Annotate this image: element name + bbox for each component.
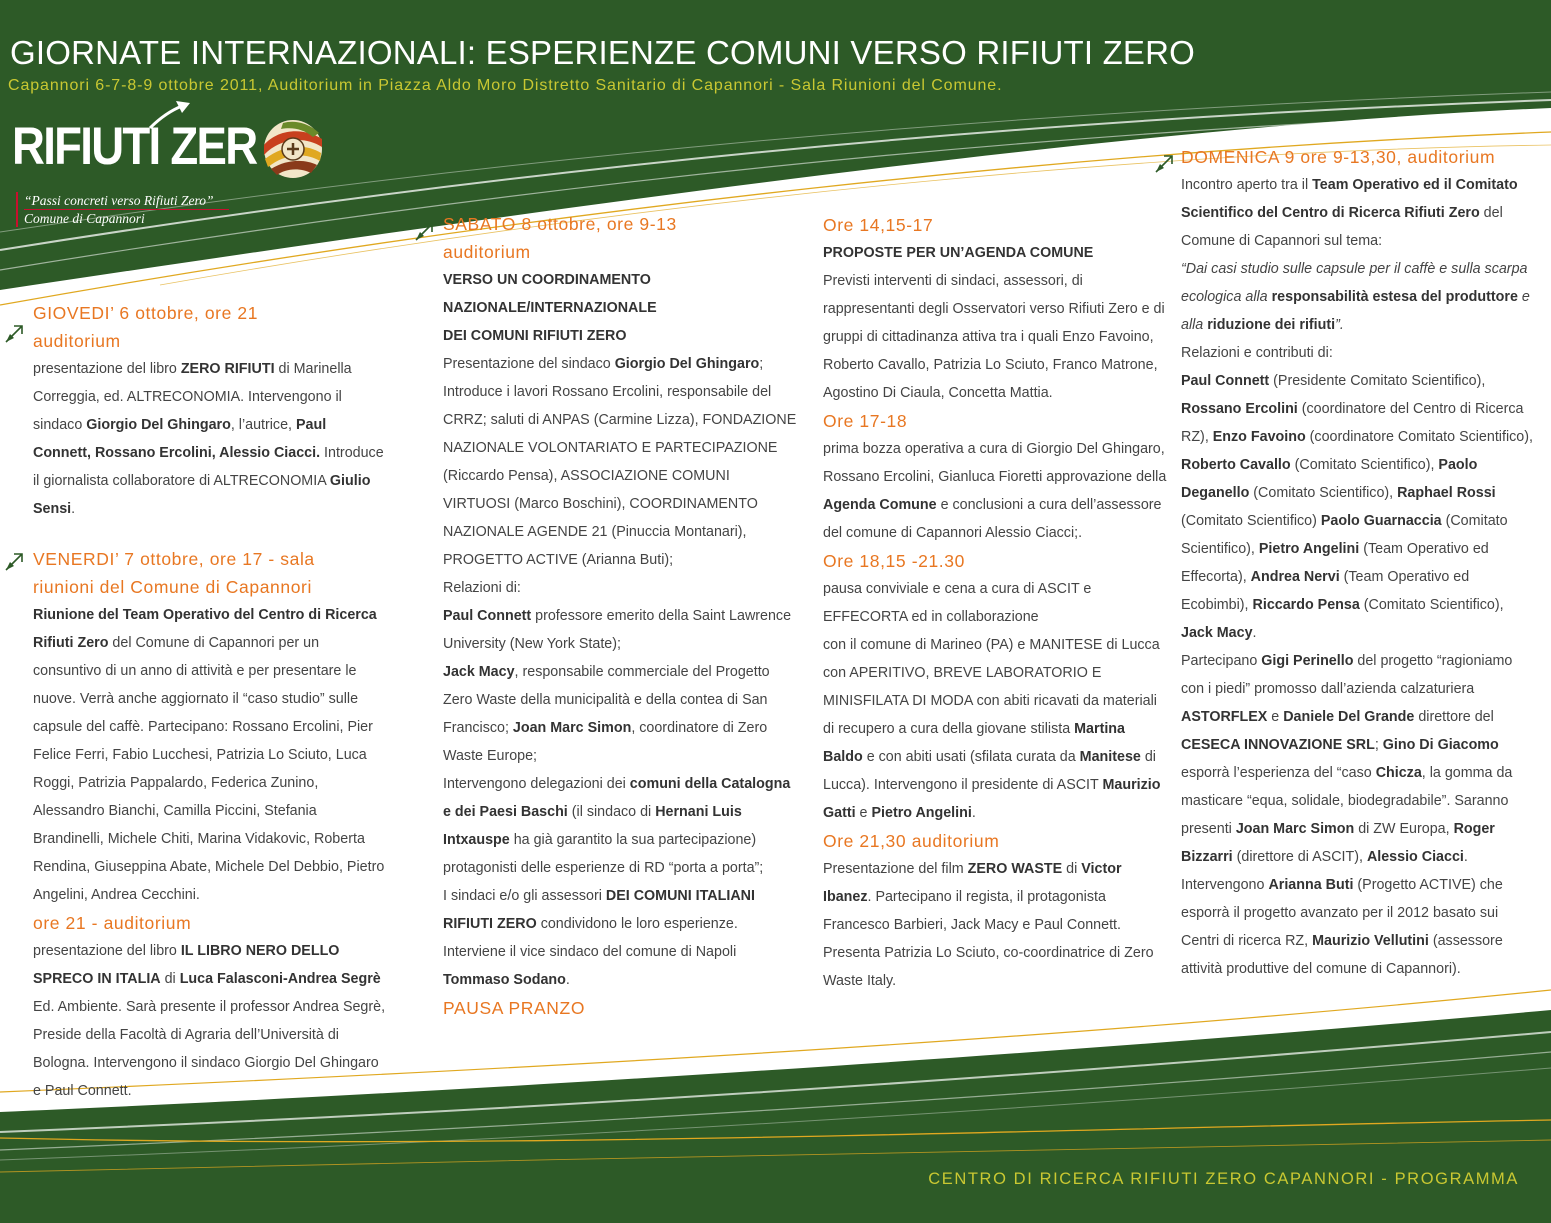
- ore-2130-text: [823, 855, 1168, 995]
- sabato-title-1: VERSO UN COORDINAMENTO: [443, 272, 651, 288]
- text-run: (coordinatore del Centro di Ricerca RZ),: [1181, 401, 1524, 445]
- text-run: Enzo Favoino: [1212, 429, 1306, 445]
- text-run: DEI COMUNI ITALIANI RIFIUTI ZERO: [443, 888, 755, 932]
- text-run: Intervengono delegazioni dei: [443, 776, 630, 792]
- column-saturday-morning: [443, 210, 801, 1022]
- text-run: (Comitato Scientifico),: [1249, 485, 1398, 501]
- text-run: Partecipano: [1181, 653, 1262, 669]
- text-run: Giulio Sensi: [33, 473, 371, 517]
- text-run: Martina Baldo: [823, 721, 1125, 765]
- column-sunday: [1181, 143, 1533, 983]
- text-run: del Comune di Capannori per un consuntivo di un anno di attività e per presentare le nuove. Verrà anche aggiornato il “caso studio” sulle capsule del caffè. Partecipano: Rossano Ercolini, Pier Felice Ferri, Fabio Lucchesi, Patrizia Lo Sciuto, Luca Roggi, Patrizia Pappalardo, Federica Zunino, Alessandro Bianchi, Camilla Piccini, Stefania Brandinelli, Michele Chiti, Marina Vidakovic, Roberta Rendina, Giuseppina Abate, Michele Del Debbio, Pietro Angelini, Andrea Cecchini.: [33, 635, 385, 903]
- text-run: Chicza: [1375, 765, 1422, 781]
- domenica-text: [1181, 171, 1533, 983]
- text-run: e conclusioni a cura dell’assessore del comune di Capannori Alessio Ciacci;.: [823, 497, 1162, 541]
- text-run: responsabilità estesa del produttore: [1271, 289, 1518, 305]
- text-run: Joan Marc Simon: [512, 720, 632, 736]
- ore-1815-heading: Ore 18,15 -21.30: [823, 551, 965, 571]
- text-run: Luca Falasconi-Andrea Segrè: [179, 971, 381, 987]
- text-run: e con abiti usati (sfilata curata da: [862, 749, 1080, 765]
- text-run: Riccardo Pensa: [1252, 597, 1360, 613]
- text-run: pausa conviviale e cena a cura di ASCIT e EFFECORTA ed in collaborazione: [823, 581, 1092, 625]
- text-run: Hernani Luis Intxauspe: [443, 804, 742, 848]
- text-run: (Team Operativo ed Ecobimbi),: [1181, 569, 1470, 613]
- text-run: presentazione del libro: [33, 943, 181, 959]
- text-run: e: [1267, 709, 1284, 725]
- text-run: Roberto Cavallo: [1181, 457, 1291, 473]
- sabato-arrow-icon: [414, 220, 436, 242]
- text-run: Intervengono: [1181, 877, 1269, 893]
- text-run: Previsti interventi di sindaci, assessori, di rappresentanti degli Osservatori verso Rifiuti Zero e di gruppi di cittadinanza attiva tra i quali Enzo Favoino, Roberto Cavallo, Patrizia Lo Sciuto, Franco Matrone, Agostino Di Ciaula, Concetta Mattia.: [823, 273, 1165, 401]
- text-run: Jack Macy: [1181, 625, 1253, 641]
- text-run: (Presidente Comitato Scientifico),: [1269, 373, 1486, 389]
- text-run: .: [1252, 625, 1257, 641]
- text-run: Riunione del Team Operativo del Centro di Ricerca Rifiuti Zero: [33, 607, 377, 651]
- footer-label: CENTRO DI RICERCA RIFIUTI ZERO CAPANNORI - PROGRAMMA: [928, 1170, 1519, 1188]
- tagline-line-2: Comune di Capannori: [24, 211, 145, 226]
- text-run: condividono le loro esperienze. Interviene il vice sindaco del comune di Napoli: [443, 916, 738, 960]
- venerdi-heading-1: VENERDI’ 7 ottobre, ore 17 - sala: [33, 549, 315, 569]
- text-run: (direttore di ASCIT),: [1232, 849, 1367, 865]
- text-run: (Comitato Scientifico),: [1359, 597, 1504, 613]
- text-run: Relazioni e contributi di:: [1181, 345, 1333, 361]
- ore-2130-heading: Ore 21,30 auditorium: [823, 831, 1000, 851]
- domenica-arrow-icon: [1154, 152, 1176, 174]
- text-run: Paul Connett, Rossano Ercolini, Alessio Ciacci.: [33, 417, 327, 461]
- ore21-heading: ore 21 - auditorium: [33, 913, 192, 933]
- text-run: Rossano Ercolini: [1181, 401, 1298, 417]
- text-run: Paul Connett: [1181, 373, 1270, 389]
- text-run: (Progetto ACTIVE) che esporrà il progetto avanzato per il 2012 basato sui Centri di ricerca RZ,: [1181, 877, 1503, 949]
- ore21-text: [33, 937, 388, 1105]
- text-run: presentazione del libro: [33, 361, 181, 377]
- column-thursday-friday: [33, 299, 388, 1105]
- sabato-title-2: NAZIONALE/INTERNAZIONALE: [443, 300, 657, 316]
- text-run: Maurizio Gatti: [823, 777, 1161, 821]
- text-run: di Marinella Correggia, ed. ALTRECONOMIA. Intervengono il sindaco: [33, 361, 352, 433]
- text-run: Presentazione del film: [823, 861, 968, 877]
- text-run: professore emerito della Saint Lawrence University (New York State);: [443, 608, 792, 652]
- text-run: del progetto “ragioniamo con i piedi” promosso dall’azienda calzaturiera: [1181, 653, 1513, 697]
- text-run: Manitese: [1079, 749, 1141, 765]
- text-run: ZERO RIFIUTI: [180, 361, 275, 377]
- text-run: , la gomma da masticare “equa, solidale, biodegradabile”. Saranno presenti: [1181, 765, 1513, 837]
- text-run: Ed. Ambiente. Sarà presente il professor Andrea Segrè, Preside della Facoltà di Agraria dell’Università di Bologna. Intervengono il sindaco Giorgio Del Ghingaro e Paul Connett.: [33, 999, 386, 1099]
- text-run: (Comitato Scientifico): [1181, 513, 1321, 529]
- text-run: (Comitato Scientifico),: [1290, 457, 1439, 473]
- text-run: Roger Bizzarri: [1181, 821, 1495, 865]
- sabato-heading-2: auditorium: [443, 242, 531, 262]
- logo-circle-icon: [264, 120, 322, 178]
- text-run: esporrà l’esperienza del “caso: [1181, 765, 1376, 781]
- text-run: Agenda Comune: [823, 497, 937, 513]
- text-run: (il sindaco di: [567, 804, 656, 820]
- text-run: Pietro Angelini: [1258, 541, 1360, 557]
- venerdi-arrow-icon: [4, 550, 26, 572]
- ore-1815-text: [823, 575, 1168, 827]
- text-run: Introduce il giornalista collaboratore di ALTRECONOMIA: [33, 445, 384, 489]
- text-run: ;: [1374, 737, 1383, 753]
- ore-1718-text: [823, 435, 1168, 547]
- text-run: Paolo Deganello: [1181, 457, 1478, 501]
- text-run: Raphael Rossi: [1397, 485, 1496, 501]
- sabato-heading-1: SABATO 8 ottobre, ore 9-13: [443, 214, 677, 234]
- column-saturday-afternoon: [823, 211, 1168, 995]
- text-run: prima bozza operativa a cura di Giorgio Del Ghingaro, Rossano Ercolini, Gianluca Fioretti approvazione della: [823, 441, 1167, 485]
- text-run: di: [160, 971, 180, 987]
- pausa-pranzo-heading: PAUSA PRANZO: [443, 998, 586, 1018]
- text-run: Paolo Guarnaccia: [1320, 513, 1442, 529]
- text-run: ”.: [1335, 317, 1344, 333]
- text-run: CESECA INNOVAZIONE SRL: [1181, 737, 1375, 753]
- text-run: Alessio Ciacci: [1366, 849, 1464, 865]
- text-run: del Comune di Capannori sul tema:: [1181, 205, 1503, 249]
- text-run: Andrea Nervi: [1250, 569, 1340, 585]
- text-run: Team Operativo ed il Comitato Scientifico del Centro di Ricerca Rifiuti Zero: [1181, 177, 1518, 221]
- text-run: ha già garantito la sua partecipazione) protagonisti delle esperienze di RD “porta a porta”;: [443, 832, 764, 876]
- text-run: ASTORFLEX: [1181, 709, 1268, 725]
- text-run: ; Introduce i lavori Rossano Ercolini, responsabile del CRRZ; saluti di ANPAS (Carmine Lizza), FONDAZIONE NAZIONALE VOLONTARIATO E PARTECIPAZIONE (Riccardo Pensa), ASSOCIAZIONE COMUNI VIRTUOSI (Marco Boschini), COORDINAMENTO NAZIONALE AGENDE 21 (Pinuccia Montanari), PROGETTO ACTIVE (Arianna Buti);: [443, 356, 797, 568]
- text-run: Gigi Perinello: [1261, 653, 1354, 669]
- text-run: Maurizio Vellutini: [1312, 933, 1429, 949]
- giovedi-text: [33, 355, 388, 523]
- text-run: (Team Operativo ed Effecorta),: [1181, 541, 1489, 585]
- text-run: Giorgio Del Ghingaro: [86, 417, 231, 433]
- text-run: Paul Connett: [443, 608, 532, 624]
- text-run: di ZW Europa,: [1354, 821, 1454, 837]
- text-run: di Lucca). Intervengono il presidente di ASCIT: [823, 749, 1156, 793]
- giovedi-heading-1: GIOVEDI’ 6 ottobre, ore 21: [33, 303, 259, 323]
- text-run: . Partecipano il regista, il protagonista Francesco Barbieri, Jack Macy e Paul Connett. Presenta Patrizia Lo Sciuto, co-coordinatrice di Zero Waste Italy.: [823, 889, 1154, 989]
- venerdi-heading-2: riunioni del Comune di Capannori: [33, 577, 312, 597]
- agenda-title: PROPOSTE PER UN’AGENDA COMUNE: [823, 245, 1094, 261]
- text-run: Incontro aperto tra il: [1181, 177, 1313, 193]
- text-run: (Comitato Scientifico),: [1181, 513, 1508, 557]
- tagline-line-1: “Passi concreti verso Rifiuti Zero”: [24, 192, 229, 210]
- text-run: I sindaci e/o gli assessori: [443, 888, 606, 904]
- text-run: .: [971, 805, 976, 821]
- text-run: .: [565, 972, 570, 988]
- text-run: Victor Ibanez: [823, 861, 1122, 905]
- text-run: , responsabile commerciale del Progetto Zero Waste della municipalità e della contea di San Francisco;: [443, 664, 770, 736]
- text-run: Giorgio Del Ghingaro: [614, 356, 760, 372]
- text-run: e: [855, 805, 872, 821]
- text-run: riduzione dei rifiuti: [1207, 317, 1336, 333]
- text-run: comuni della Catalogna e dei Paesi Baschi: [443, 776, 791, 820]
- text-run: con il comune di Marineo (PA) e MANITESE di Lucca con APERITIVO, BREVE LABORATORIO E MINISFILATA DI MODA con abiti ricavati da materiali di recupero a cura della giovane stilista: [823, 637, 1160, 737]
- ore-1415-text: [823, 267, 1168, 407]
- ore-1718-heading: Ore 17-18: [823, 411, 908, 431]
- text-run: e alla: [1181, 289, 1530, 333]
- text-run: Gino Di Giacomo: [1382, 737, 1499, 753]
- giovedi-arrow-icon: [4, 322, 26, 344]
- text-run: Relazioni di:: [443, 580, 521, 596]
- ore-1415-heading: Ore 14,15-17: [823, 215, 934, 235]
- text-run: Joan Marc Simon: [1235, 821, 1355, 837]
- sabato-text: [443, 350, 801, 994]
- text-run: (assessore attività produttive del comune di Capannori).: [1181, 933, 1503, 977]
- text-run: direttore del: [1414, 709, 1494, 725]
- sabato-title-3: DEI COMUNI RIFIUTI ZERO: [443, 328, 627, 344]
- text-run: Daniele Del Grande: [1283, 709, 1415, 725]
- text-run: .: [71, 501, 76, 517]
- text-run: Arianna Buti: [1268, 877, 1354, 893]
- logo-wordmark: RIFIUTI ZER: [12, 117, 257, 176]
- text-run: , l’autrice,: [230, 417, 296, 433]
- text-run: Jack Macy: [443, 664, 515, 680]
- page-subtitle: Capannori 6-7-8-9 ottobre 2011, Auditorium in Piazza Aldo Moro Distretto Sanitario di Capannori - Sala Riunioni del Comune.: [8, 77, 1003, 94]
- text-run: di: [1062, 861, 1082, 877]
- text-run: , coordinatore di Zero Waste Europe;: [443, 720, 768, 764]
- text-run: Presentazione del sindaco: [443, 356, 615, 372]
- venerdi-text: [33, 601, 388, 909]
- text-run: Pietro Angelini: [871, 805, 972, 821]
- giovedi-heading-2: auditorium: [33, 331, 121, 351]
- text-run: Tommaso Sodano: [443, 972, 566, 988]
- domenica-heading: DOMENICA 9 ore 9-13,30, auditorium: [1181, 147, 1496, 167]
- text-run: .: [1463, 849, 1468, 865]
- text-run: IL LIBRO NERO DELLO SPRECO IN ITALIA: [33, 943, 340, 987]
- text-run: (coordinatore Comitato Scientifico),: [1305, 429, 1533, 445]
- page-title: GIORNATE INTERNAZIONALI: ESPERIENZE COMUNI VERSO RIFIUTI ZERO: [10, 34, 1196, 71]
- logo-tagline: [16, 192, 229, 227]
- text-run: ZERO WASTE: [967, 861, 1063, 877]
- text-run: “Dai casi studio sulle capsule per il caffè e sulla scarpa ecologica alla: [1181, 261, 1528, 305]
